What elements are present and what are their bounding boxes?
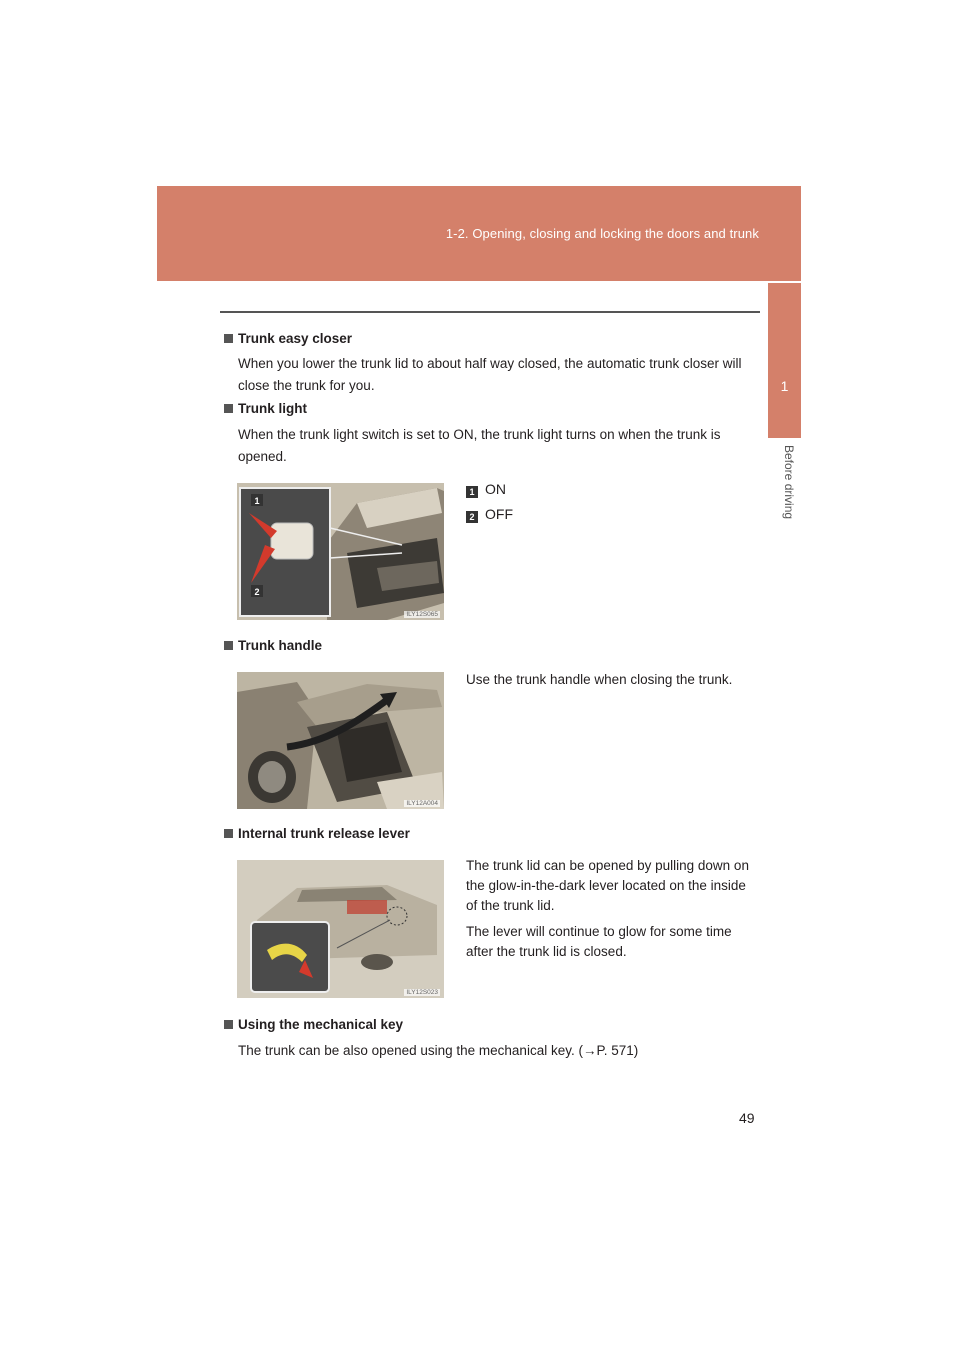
bullet-square-icon — [224, 829, 233, 838]
page-number: 49 — [739, 1110, 755, 1126]
trunk-handle-illustration — [237, 672, 444, 809]
bullet-square-icon — [224, 334, 233, 343]
number-2-icon: 2 — [466, 511, 478, 523]
trunk-handle-car-illustration — [237, 672, 444, 809]
release-lever-text-2: The lever will continue to glow for some time after the trunk lid is closed. — [466, 924, 732, 959]
trunk-light-text: When the trunk light switch is set to ON, the trunk light turns on when the trunk is opened. — [238, 427, 721, 464]
top-rule — [220, 311, 760, 313]
bullet-square-icon — [224, 404, 233, 413]
chapter-title: 1-2. Opening, closing and locking the doors and trunk — [445, 226, 759, 241]
section-heading-release-lever: Internal trunk release lever — [224, 826, 410, 841]
trunk-handle-text: Use the trunk handle when closing the trunk. — [466, 672, 733, 687]
illustration-code: ILY12S023 — [406, 989, 438, 996]
chapter-tab-number: 1 — [780, 378, 789, 394]
bullet-square-icon — [224, 1020, 233, 1029]
release-lever-car-illustration — [237, 860, 444, 998]
trunk-light-switch-illustration — [237, 483, 444, 620]
illustration-code: ILY12S065 — [406, 611, 438, 618]
chapter-header-band — [157, 186, 801, 281]
svg-text:1: 1 — [254, 496, 260, 506]
section-heading-easy-closer: Trunk easy closer — [224, 331, 352, 346]
illustration-code: ILY12A004 — [406, 800, 438, 807]
release-lever-text-1: The trunk lid can be opened by pulling down on the glow-in-the-dark lever located on the inside of the trunk lid. — [466, 858, 749, 913]
section-heading-trunk-light: Trunk light — [224, 401, 307, 416]
chapter-tab — [768, 283, 801, 438]
easy-closer-text: When you lower the trunk lid to about half way closed, the automatic trunk closer will close the trunk for you. — [238, 356, 742, 393]
section-heading-trunk-handle: Trunk handle — [224, 638, 322, 653]
trunk-light-illustration — [237, 483, 444, 620]
number-1-icon: 1 — [466, 486, 478, 498]
chapter-tab-label: Before driving — [782, 445, 796, 520]
legend-item-off: 2 OFF — [466, 506, 513, 523]
legend-item-on: 1 ON — [466, 481, 506, 498]
mechanical-key-text: The trunk can be also opened using the mechanical key. (→P. 571) — [238, 1043, 639, 1058]
bullet-square-icon — [224, 641, 233, 650]
svg-text:2: 2 — [254, 587, 260, 597]
section-heading-mechanical-key: Using the mechanical key — [224, 1017, 403, 1032]
release-lever-illustration — [237, 860, 444, 998]
